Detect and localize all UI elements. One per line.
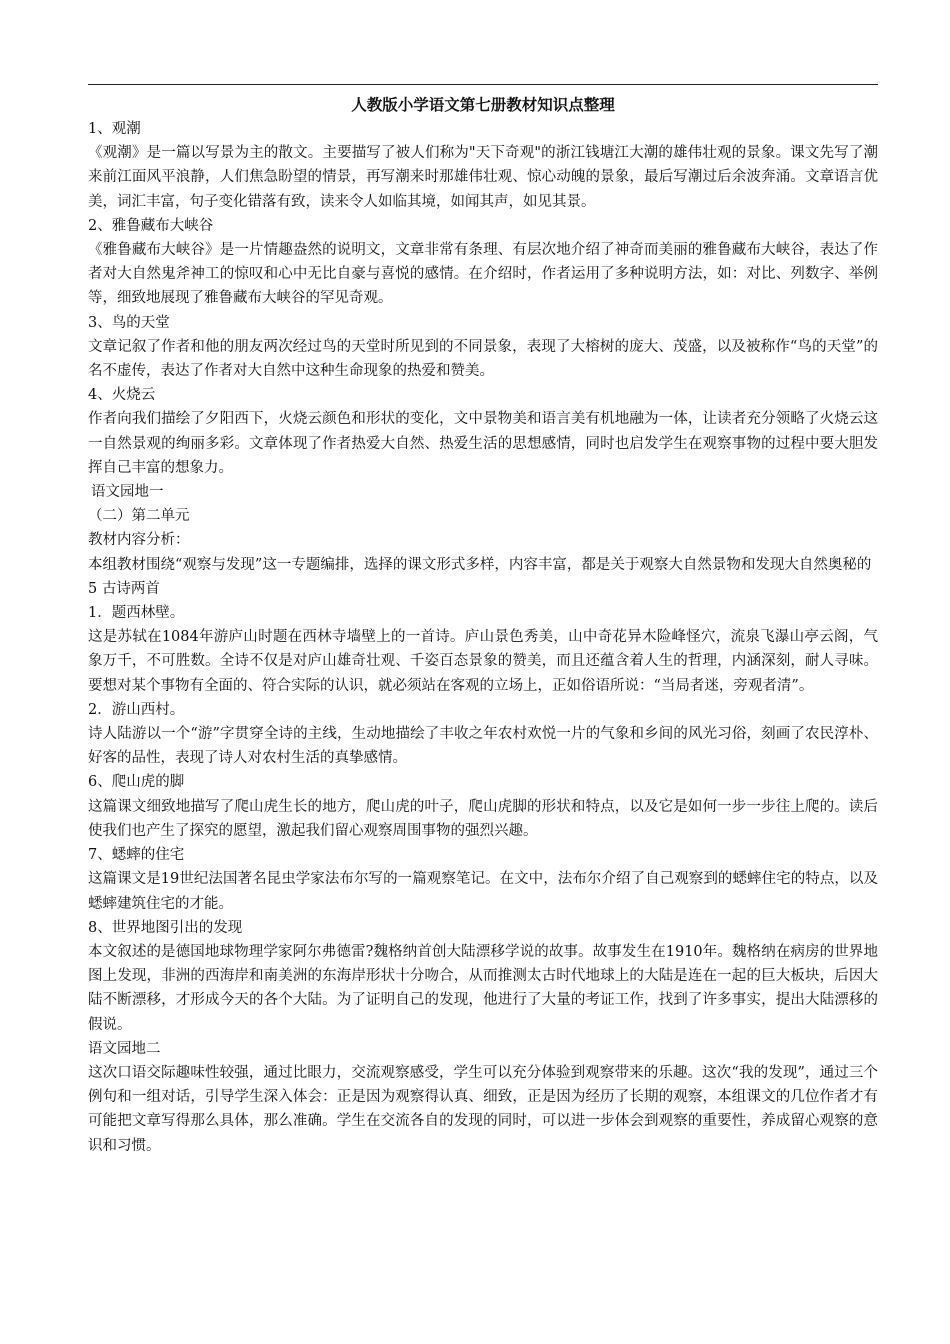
paragraph: 作者向我们描绘了夕阳西下，火烧云颜色和形状的变化，文中景物美和语言美有机地融为一体，让读者充分领略了火烧云这一自然景观的绚丽多彩。文章体现了作者热爱大自然、热爱生活的思想感情，同时也启发学生在观察事物的过程中要大胆发挥自己丰富的想象力。 bbox=[88, 411, 878, 476]
section-heading: 8、世界地图引出的发现 bbox=[88, 919, 243, 936]
paragraph: 《雅鲁藏布大峡谷》是一片情趣盎然的说明文，文章非常有条理、有层次地介绍了神奇而美丽的雅鲁藏布大峡谷，表达了作者对大自然鬼斧神工的惊叹和心中无比自豪与喜悦的感情。在介绍时，作者运用了多种说明方法，如：对比、列数字、举例等，细致地展现了雅鲁藏布大峡谷的罕见奇观。 bbox=[88, 242, 878, 307]
document-title: 人教版小学语文第七册教材知识点整理 bbox=[351, 95, 615, 114]
paragraph: 本文叙述的是德国地球物理学家阿尔弗德雷?魏格纳首创大陆漂移学说的故事。故事发生在1910年。魏格纳在病房的世界地图上发现，非洲的西海岸和南美洲的东海岸形状十分吻合，从而推测太古时代地球上的大陆是连在一起的巨大板块，后因大陆不断漂移，才形成今天的各个大陆。为了证明自己的发现，他进行了大量的考证工作，找到了许多事实，提出大陆漂移的假说。 bbox=[88, 943, 878, 1033]
paragraph: 文章记叙了作者和他的朋友两次经过鸟的天堂时所见到的不同景象，表现了大榕树的庞大、茂盛，以及被称作“鸟的天堂”的名不虚传，表达了作者对大自然中这种生命现象的热爱和赞美。 bbox=[88, 338, 878, 380]
paragraph: 这篇课文是19世纪法国著名昆虫学家法布尔写的一篇观察笔记。在文中，法布尔介绍了自己观察到的蟋蟀住宅的特点，以及蟋蟀建筑住宅的才能。 bbox=[88, 871, 878, 912]
section-heading: 4、火烧云 bbox=[88, 387, 156, 404]
paragraph: 这是苏轼在1084年游庐山时题在西林寺墙壁上的一首诗。庐山景色秀美，山中奇花异木险峰怪穴，流泉飞瀑山亭云阁，气象万千，不可胜数。全诗不仅是对庐山雄奇壮观、千姿百态景象的赞美，而且还蕴含着人生的哲理，内涵深刻，耐人寻味。要想对某个事物有全面的、符合实际的认识，就必须站在客观的立场上，正如俗语所说：“当局者迷，旁观者清”。 bbox=[88, 629, 878, 694]
section-heading: 1、观潮 bbox=[88, 121, 141, 137]
paragraph: 《观潮》是一篇以写景为主的散文。主要描写了被人们称为"天下奇观"的浙江钱塘江大潮的雄伟壮观的景象。课文先写了潮来前江面风平浪静，人们焦急盼望的情景，再写潮来时那雄伟壮观、惊心动魄的景象，最后写潮过后余波奔涌。文章语言优美，词汇丰富，句子变化错落有致，读来令人如临其境，如闻其声，如见其景。 bbox=[88, 145, 878, 210]
paragraph: 本组教材围绕“观察与发现”这一专题编排，选择的课文形式多样，内容丰富，都是关于观察大自然景物和发现大自然奥秘的 bbox=[88, 556, 872, 573]
section-heading: 教材内容分析： bbox=[88, 532, 190, 549]
paragraph: 诗人陆游以一个“游”字贯穿全诗的主线，生动地描绘了丰收之年农村欢悦一片的气象和乡间的风光习俗，刻画了农民淳朴、好客的品性，表现了诗人对农村生活的真挚感情。 bbox=[88, 726, 878, 767]
top-rule bbox=[88, 84, 878, 85]
paragraph: 这次口语交际趣味性较强，通过比眼力，交流观察感受，学生可以充分体验到观察带来的乐趣。这次“我的发现”，通过三个例句和一组对话，引导学生深入体会：正是因为观察得认真、细致，正是因为经历了长期的观察，本组课文的几位作者才有可能把文章写得那么具体，那么准确。学生在交流各自的发现的同时，可以进一步体会到观察的重要性，养成留心观察的意识和习惯。 bbox=[88, 1064, 878, 1154]
section-heading: 2、雅鲁藏布大峡谷 bbox=[88, 217, 214, 234]
section-heading: 2．游山西村。 bbox=[88, 701, 185, 718]
section-heading: 7、蟋蟀的住宅 bbox=[88, 847, 185, 864]
document-body bbox=[88, 117, 878, 1158]
section-heading: 5 古诗两首 bbox=[88, 580, 160, 597]
section-heading: 1．题西林壁。 bbox=[88, 605, 185, 622]
paragraph: 这篇课文细致地描写了爬山虎生长的地方，爬山虎的叶子，爬山虎脚的形状和特点，以及它是如何一步一步往上爬的。读后使我们也产生了探究的愿望，激起我们留心观察周围事物的强烈兴趣。 bbox=[88, 798, 878, 839]
section-heading: 语文园地一 bbox=[91, 484, 164, 501]
section-heading: 语文园地二 bbox=[88, 1040, 161, 1057]
document-page bbox=[88, 84, 878, 1158]
section-heading: （二）第二单元 bbox=[88, 508, 190, 525]
section-heading: 6、爬山虎的脚 bbox=[88, 774, 185, 791]
section-heading: 3、鸟的天堂 bbox=[88, 314, 170, 331]
